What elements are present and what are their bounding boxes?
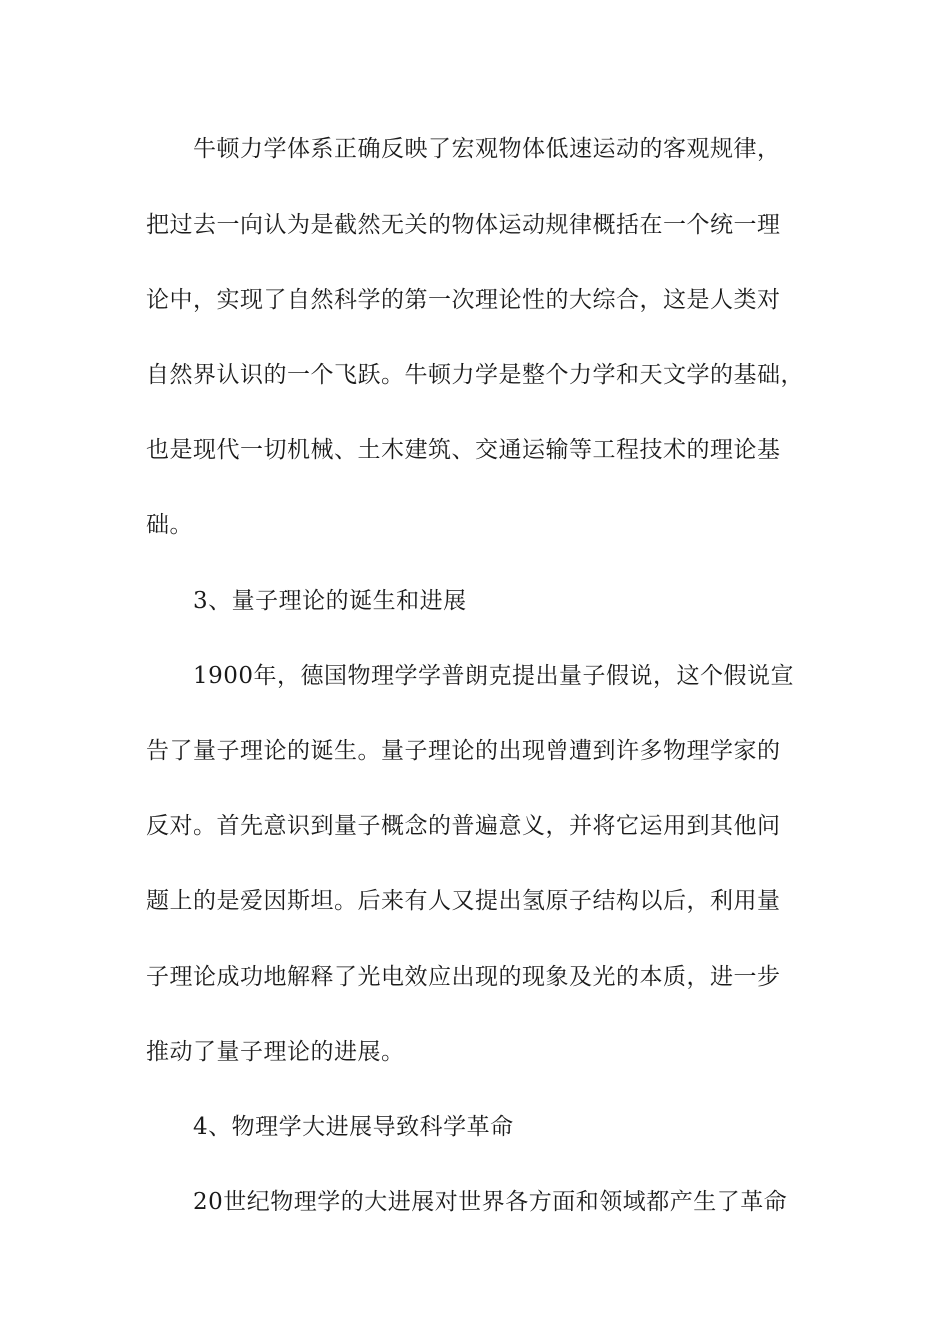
text-line: 推动了量子理论的进展。 <box>146 1039 405 1065</box>
text-line: 反对。首先意识到量子概念的普遍意义，并将它运用到其他问 <box>146 813 781 839</box>
text-line: 也是现代一切机械、土木建筑、交通运输等工程技术的理论基 <box>146 437 781 463</box>
text-line: 论中，实现了自然科学的第一次理论性的大综合，这是人类对 <box>146 287 781 313</box>
text-line: 1900年，德国物理学学普朗克提出量子假说，这个假说宣 <box>193 663 795 689</box>
text-line: 20世纪物理学的大进展对世界各方面和领域都产生了革命 <box>193 1189 788 1215</box>
text-line: 子理论成功地解释了光电效应出现的现象及光的本质，进一步 <box>146 964 781 990</box>
text-line: 牛顿力学体系正确反映了宏观物体低速运动的客观规律， <box>193 136 781 162</box>
text-line: 告了量子理论的诞生。量子理论的出现曾遭到许多物理学家的 <box>146 738 781 764</box>
section-heading: 3、量子理论的诞生和进展 <box>193 588 467 614</box>
text-line: 础。 <box>146 512 193 538</box>
text-line: 题上的是爱因斯坦。后来有人又提出氢原子结构以后，利用量 <box>146 888 781 914</box>
text-line: 自然界认识的一个飞跃。牛顿力学是整个力学和天文学的基础， <box>146 362 804 388</box>
text-line: 把过去一向认为是截然无关的物体运动规律概括在一个统一理 <box>146 212 781 238</box>
section-heading: 4、物理学大进展导致科学革命 <box>193 1114 514 1140</box>
